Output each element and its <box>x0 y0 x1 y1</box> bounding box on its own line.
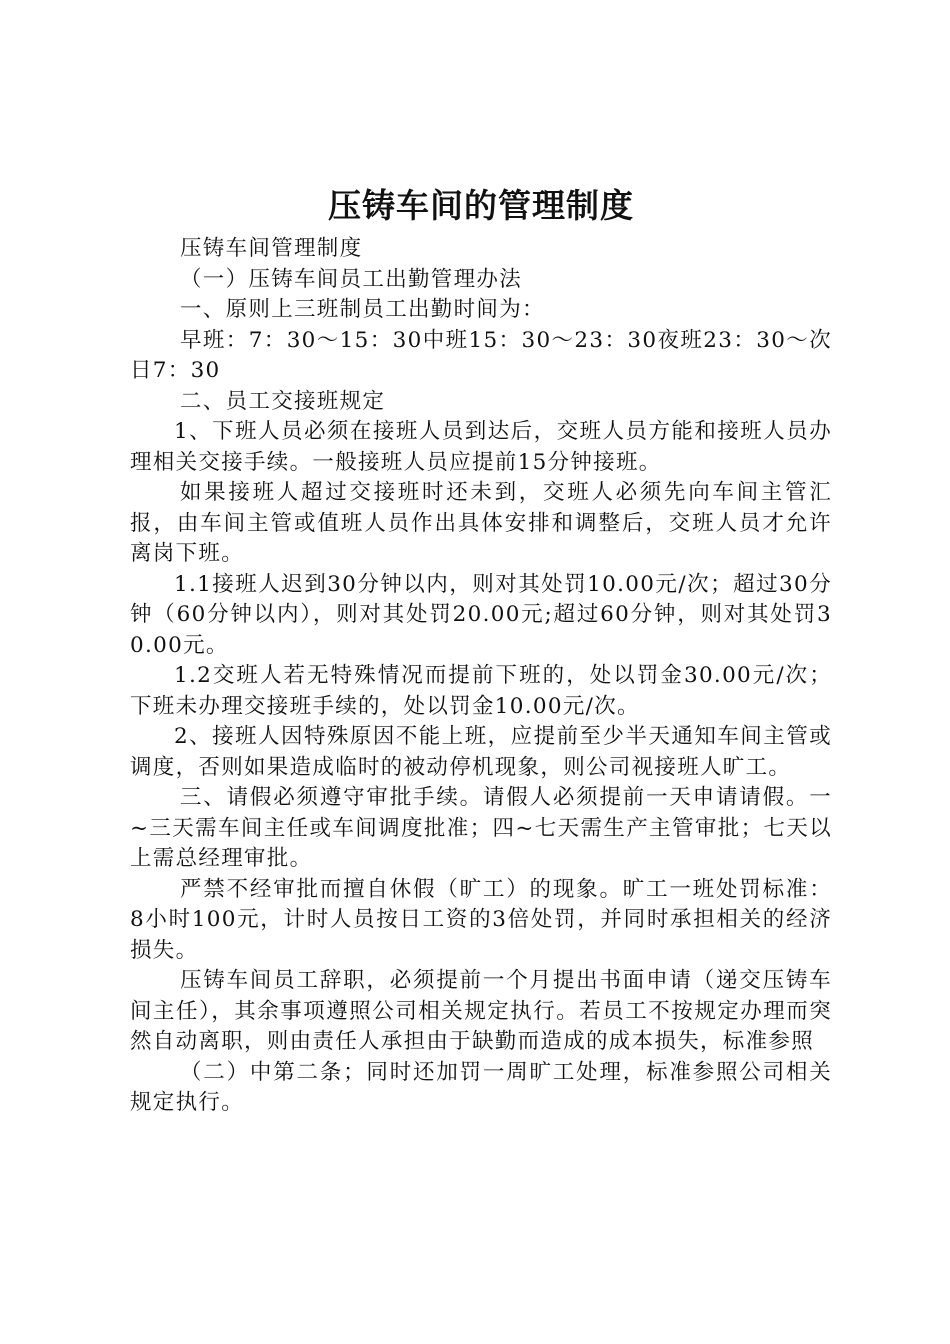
paragraph-handover-rule-1: 1、下班人员必须在接班人员到达后，交班人员方能和接班人员办理相关交接手续。一般接班人员应提前15分钟接班。 <box>130 419 832 475</box>
paragraph-late-successor: 如果接班人超过交接班时还未到，交班人必须先向车间主管汇报，由车间主管或值班人员作出具体安排和调整后，交班人员才允许离岗下班。 <box>130 480 832 566</box>
paragraph-handover-rule-2: 2、接班人因特殊原因不能上班，应提前至少半天通知车间主管或调度，否则如果造成临时的被动停机现象，则公司视接班人旷工。 <box>130 724 832 780</box>
document-page <box>130 178 832 1119</box>
paragraph-subtitle: 压铸车间管理制度 <box>180 236 363 261</box>
paragraph-leave-approval: 三、请假必须遵守审批手续。请假人必须提前一天申请请假。一~三天需车间主任或车间调度批准；四~七天需生产主管审批；七天以上需总经理审批。 <box>130 785 832 871</box>
document-title: 压铸车间的管理制度 <box>328 186 634 225</box>
paragraph-section-two-reference: （二）中第二条；同时还加罚一周旷工处理，标准参照公司相关规定执行。 <box>130 1059 832 1115</box>
paragraph-attendance-principle: 一、原则上三班制员工出勤时间为： <box>180 297 545 322</box>
paragraph-resignation: 压铸车间员工辞职，必须提前一个月提出书面申请（递交压铸车间主任），其余事项遵照公司相关规定执行。若员工不按规定办理而突然自动离职，则由责任人承担由于缺勤而造成的成本损失，标准参照 <box>130 968 832 1054</box>
paragraph-section-one-heading: （一）压铸车间员工出勤管理办法 <box>180 266 523 292</box>
paragraph-penalty-1-1: 1.1接班人迟到30分钟以内，则对其处罚10.00元/次；超过30分钟（60分钟以内），则对其处罚20.00元;超过60分钟，则对其处罚30.00元。 <box>130 571 832 658</box>
paragraph-handover-heading: 二、员工交接班规定 <box>180 388 386 414</box>
paragraph-absence-penalty: 严禁不经审批而擅自休假（旷工）的现象。旷工一班处罚标准：8小时100元，计时人员按日工资的3倍处罚，并同时承担相关的经济损失。 <box>130 876 832 963</box>
paragraph-penalty-1-2: 1.2交班人若无特殊情况而提前下班的，处以罚金30.00元/次；下班未办理交接班手续的，处以罚金10.00元/次。 <box>130 663 832 719</box>
paragraph-shift-times: 早班：7：30～15：30中班15：30～23：30夜班23：30～次日7：30 <box>130 327 832 383</box>
